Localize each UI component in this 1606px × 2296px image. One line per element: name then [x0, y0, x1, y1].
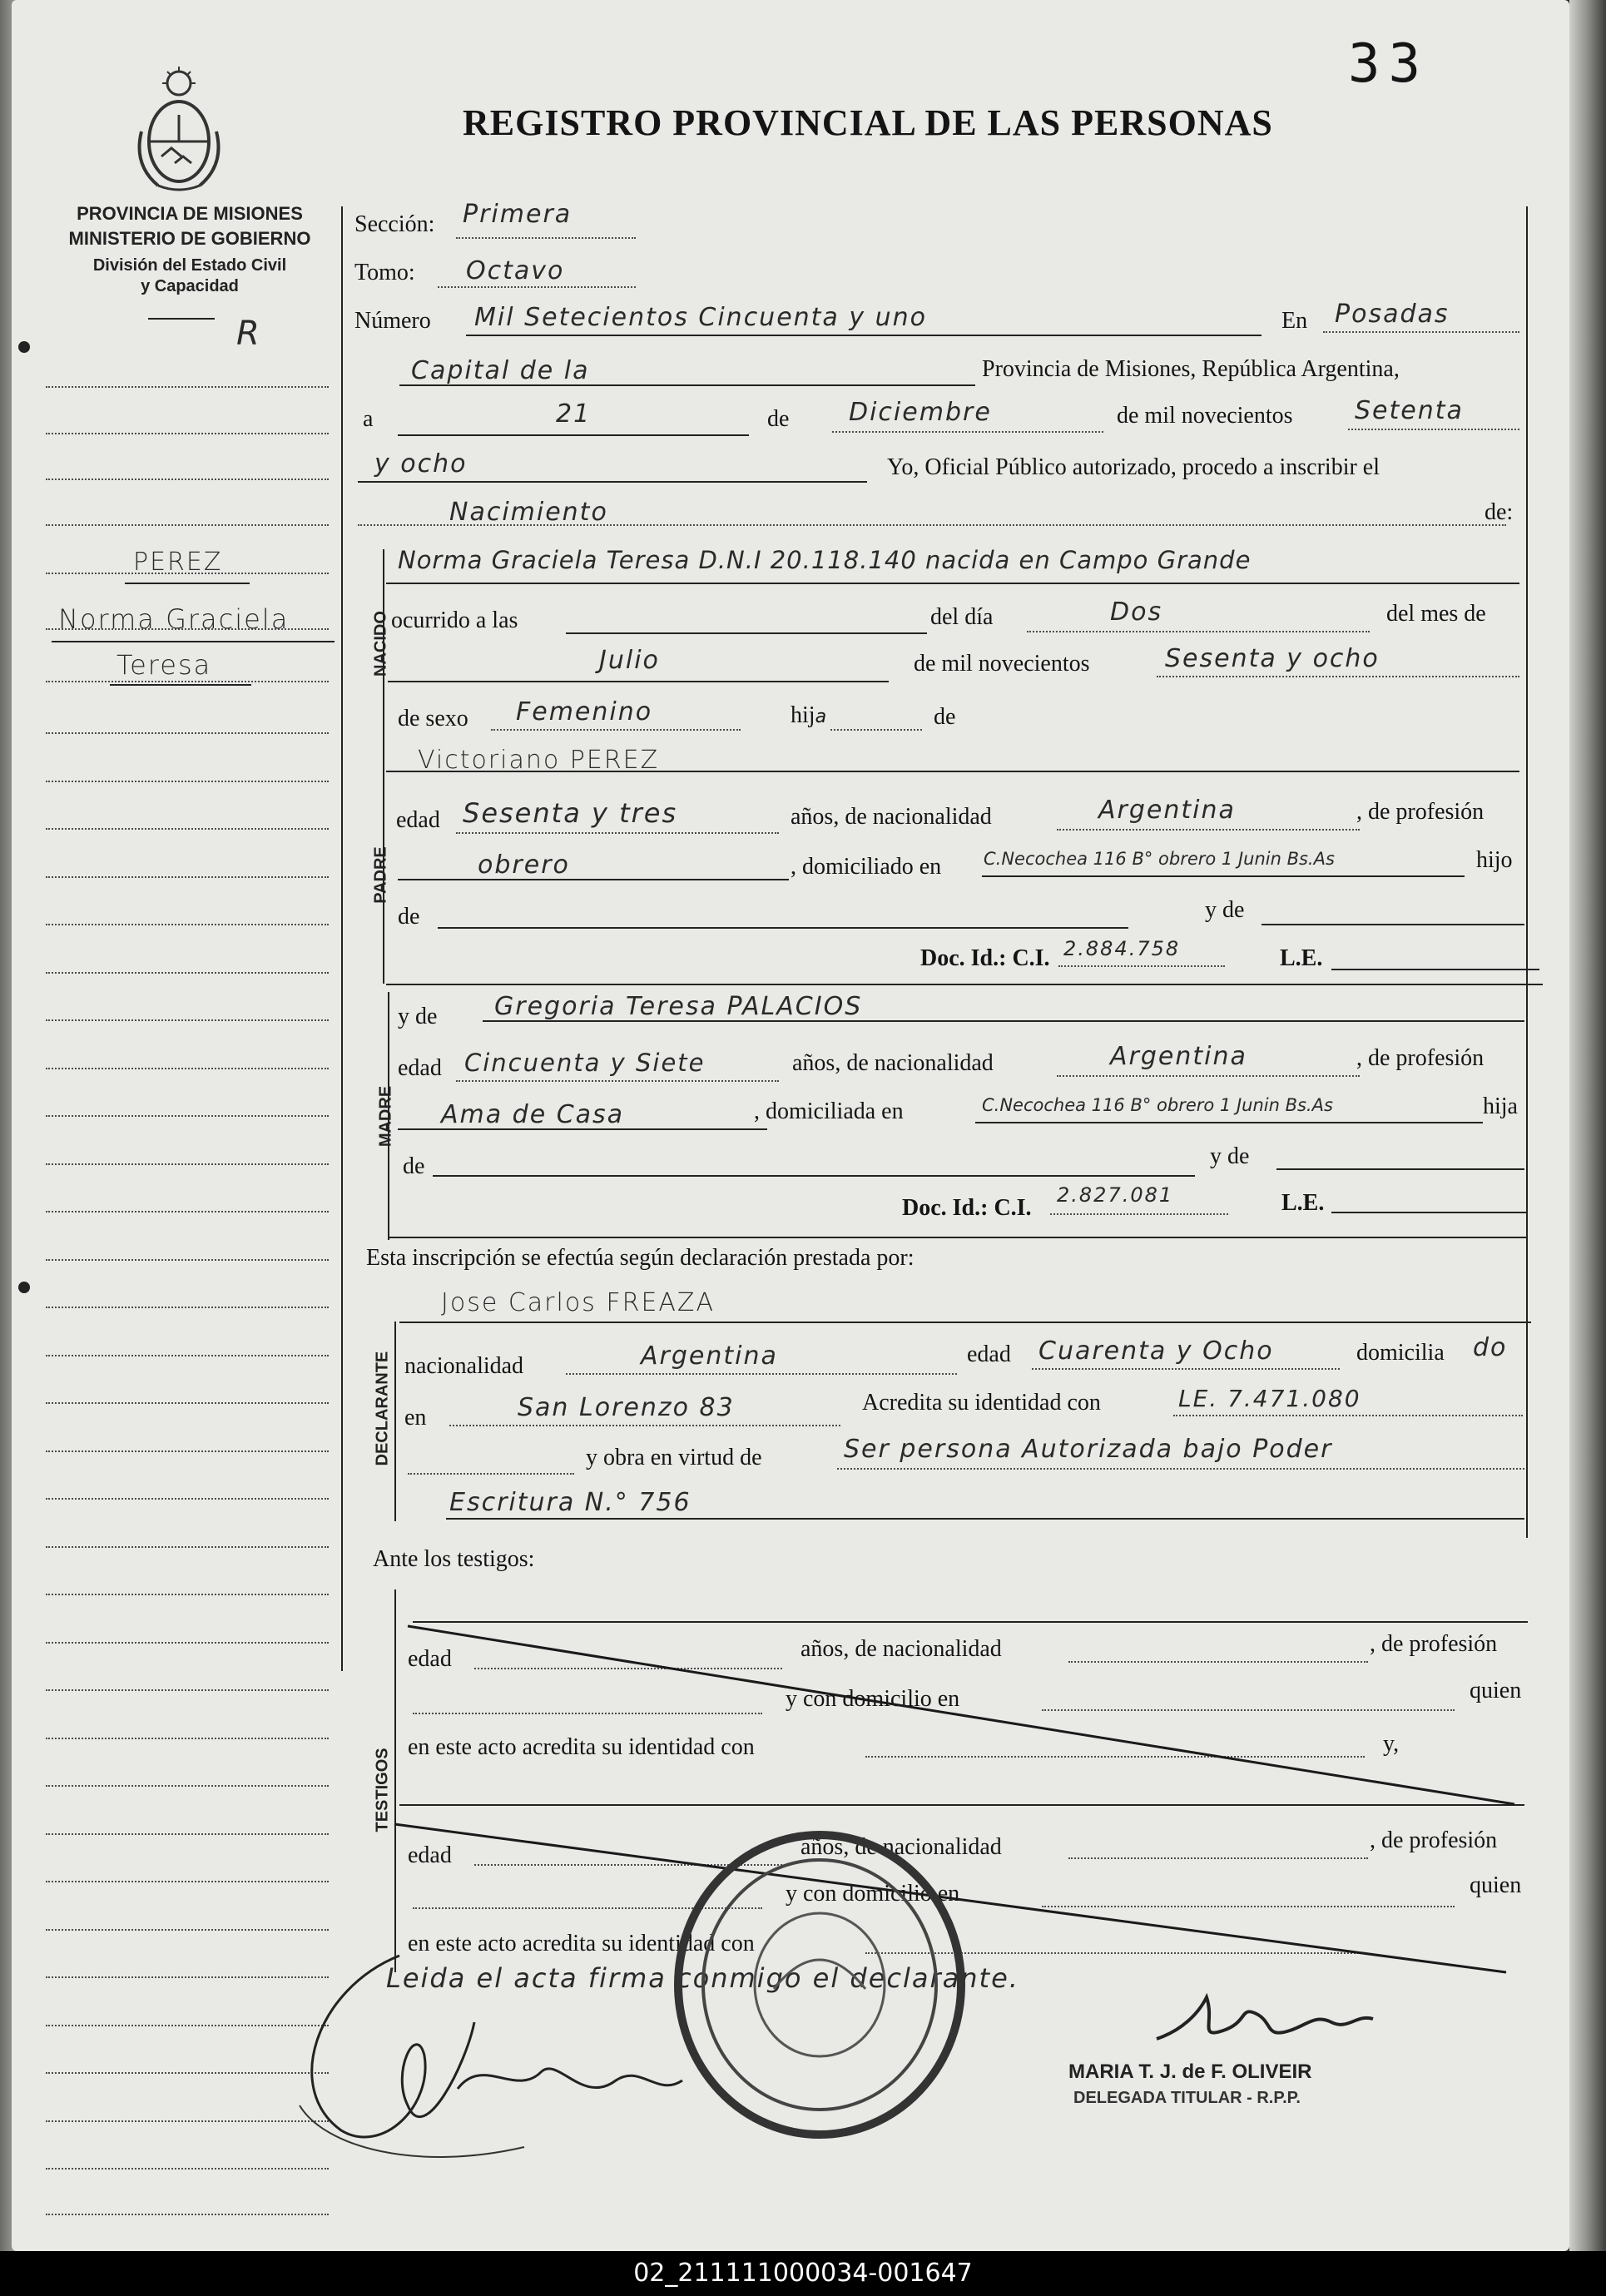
ocurrido-label: ocurrido a las: [391, 607, 518, 633]
decl-dom-line: [449, 1425, 840, 1426]
hijo-label: hijo: [1476, 847, 1513, 873]
sexo-value: Femenino: [516, 697, 653, 726]
acredita-label: Acredita su identidad con: [862, 1390, 1101, 1416]
testigo1-prof-label: , de profesión: [1370, 1631, 1498, 1657]
madre-dom-value: C.Necochea 116 B° obrero 1 Junin Bs.As: [982, 1095, 1333, 1115]
dia-nac-value: Dos: [1110, 598, 1163, 627]
a-label: a: [363, 406, 374, 432]
hora-line: [566, 632, 927, 634]
madre-prof-label: , de profesión: [1356, 1045, 1485, 1071]
padre-label: PADRE: [371, 846, 390, 904]
esta-inscripcion-label: Esta inscripción se efectúa según declaración prestada por:: [366, 1245, 915, 1271]
testigo1-y-label: y,: [1383, 1731, 1400, 1757]
decl-nac-value: Argentina: [641, 1341, 778, 1371]
tomo-label: Tomo:: [354, 260, 415, 285]
dia-value: 21: [556, 399, 592, 429]
margin-given-underline: [52, 641, 335, 642]
madre-dom-label: , domiciliada en: [754, 1098, 904, 1124]
madre-de-line: [433, 1175, 1195, 1177]
anio-nac-value: Sesenta y ocho: [1165, 644, 1380, 673]
decl-nombre: Jose Carlos FREAZA: [441, 1288, 715, 1317]
testigo1-dom-label: y con domicilio en: [786, 1686, 960, 1712]
padre-prof-label: , de profesión: [1356, 799, 1485, 825]
testigo2-prof-label: , de profesión: [1370, 1827, 1498, 1853]
madre-yde-start-label: y de: [398, 1004, 438, 1029]
madre-nac-line: [1057, 1075, 1360, 1077]
padre-dom-label: , domiciliado en: [791, 854, 942, 880]
testigo2-dom-label: y con domicilio en: [786, 1881, 960, 1907]
margin-mark: R: [236, 315, 261, 353]
province-name: PROVINCIA DE MISIONES: [77, 203, 303, 224]
numero-value: Mil Setecientos Cincuenta y uno: [474, 303, 928, 332]
decl-escritura: Escritura N.° 756: [449, 1488, 691, 1517]
form-right-border: [1526, 206, 1528, 1538]
form-border: [341, 206, 343, 1671]
testigo2-quien-label: quien: [1470, 1872, 1522, 1898]
nacido-nombre: Norma Graciela Teresa D.N.I 20.118.140 nacida en Campo Grande: [398, 546, 1252, 574]
padre-edad-value: Sesenta y tres: [463, 797, 678, 829]
tomo-line: [438, 286, 636, 288]
division-line-1: División del Estado Civil: [92, 256, 287, 275]
decl-edad-value: Cuarenta y Ocho: [1038, 1336, 1274, 1366]
del-mes-label: del mes de: [1386, 601, 1486, 627]
nacido-line: [386, 583, 1519, 584]
capital-value: Capital de la: [411, 356, 590, 385]
testigo1-quien-label: quien: [1470, 1678, 1522, 1703]
decl-virtud-value: Ser persona Autorizada bajo Poder: [844, 1435, 1333, 1464]
testigos-label: TESTIGOS: [373, 1748, 392, 1832]
de-mil-nov-label: de mil novecientos: [914, 651, 1090, 677]
nacido-label: NACIDO: [371, 611, 390, 677]
madre-yde-label: y de: [1210, 1143, 1250, 1169]
mes-line: [832, 431, 1103, 433]
dia-nac-line: [1027, 631, 1370, 632]
decl-doc-line: [1173, 1415, 1523, 1416]
padre-prof-line: [398, 879, 789, 880]
city-line: [1323, 331, 1519, 333]
ministry-name: MINISTERIO DE GOBIERNO: [68, 228, 311, 249]
padre-bottom: [386, 984, 1543, 985]
mes-value: Diciembre: [849, 398, 992, 427]
testigo2-acredita-label: en este acto acredita su identidad con: [408, 1931, 755, 1956]
padre-prof-value: obrero: [478, 850, 570, 880]
provincia-label: Provincia de Misiones, República Argentina,: [982, 356, 1400, 382]
de-mil-label: de mil novecientos: [1117, 403, 1293, 429]
madre-nombre-line: [483, 1020, 1524, 1022]
madre-nac-value: Argentina: [1110, 1042, 1247, 1071]
testigo1-edad-label: edad: [408, 1646, 452, 1672]
madre-edad-line: [456, 1080, 779, 1082]
padre-nombre: Victoriano PEREZ: [418, 746, 660, 775]
decl-doc-value: LE. 7.471.080: [1178, 1385, 1361, 1412]
decl-nac-label: nacionalidad: [404, 1353, 524, 1379]
signature-official-icon: [1148, 1989, 1398, 2055]
madre-edad-value: Cincuenta y Siete: [464, 1049, 706, 1077]
sexo-line: [491, 729, 741, 731]
numero-label: Número: [354, 308, 431, 334]
padre-nac-line: [1057, 829, 1360, 831]
padre-nac-label: años, de nacionalidad: [791, 804, 992, 830]
decl-en-label: en: [404, 1405, 427, 1431]
padre-nombre-line: [386, 771, 1519, 772]
en-label: En: [1281, 308, 1308, 334]
madre-ci-value: 2.827.081: [1057, 1183, 1174, 1207]
decl-dom-suffix: do: [1473, 1333, 1508, 1362]
hij-line: [830, 729, 922, 731]
mes-nac-line: [388, 681, 889, 682]
madre-prof-value: Ama de Casa: [441, 1100, 625, 1129]
padre-dom-line: [982, 875, 1465, 877]
decl-dom-label: domicilia: [1356, 1340, 1445, 1366]
padre-de-label: de: [398, 904, 420, 930]
binding-hole: [18, 1282, 30, 1293]
margin-surname: PEREZ: [133, 548, 223, 577]
testigo2-anios-label: años, de nacionalidad: [801, 1834, 1002, 1860]
anio-line-1: [1348, 429, 1519, 430]
del-dia-label: del día: [930, 604, 994, 630]
madre-bottom: [388, 1237, 1526, 1238]
closing-note: Leida el acta firma conmigo el declarante.: [386, 1962, 1019, 1994]
decl-edad-label: edad: [967, 1341, 1011, 1367]
de-label: de: [767, 406, 790, 432]
madre-de-label: de: [403, 1153, 425, 1179]
capital-line: [399, 384, 975, 386]
numero-line: [466, 335, 1262, 336]
de-colon-label: de:: [1485, 499, 1514, 525]
hija-label: hija: [1483, 1093, 1518, 1119]
ante-testigos-label: Ante los testigos:: [373, 1546, 535, 1572]
decl-nombre-line: [399, 1322, 1531, 1323]
padre-le-line: [1331, 969, 1539, 970]
y-obra-label: y obra en virtud de: [586, 1445, 762, 1470]
madre-nac-label: años, de nacionalidad: [792, 1050, 994, 1076]
padre-ci-line: [1058, 965, 1225, 967]
decl-dom-value: San Lorenzo 83: [518, 1393, 735, 1422]
decl-virtud-line: [837, 1468, 1524, 1470]
anio-line-2: [358, 481, 867, 483]
sexo-label: de sexo: [398, 706, 468, 731]
seccion-value: Primera: [463, 200, 573, 229]
signature-declarante-icon: [266, 1939, 699, 2180]
page-title: REGISTRO PROVINCIAL DE LAS PERSONAS: [463, 102, 1273, 143]
madre-le-line: [1331, 1212, 1526, 1213]
page-edge: [1569, 0, 1606, 2251]
yo-label: Yo, Oficial Público autorizado, procedo a inscribir el: [887, 454, 1380, 480]
acto-value: Nacimiento: [449, 498, 608, 527]
anio-nac-line: [1157, 676, 1519, 677]
anio-value-1: Setenta: [1355, 396, 1464, 425]
margin-given-names: Norma Graciela: [58, 603, 290, 635]
dia-line: [398, 434, 749, 436]
padre-nac-value: Argentina: [1098, 796, 1236, 825]
hij-prefix: hij: [791, 702, 815, 728]
decl-border: [394, 1322, 396, 1521]
padre-ci-value: 2.884.758: [1063, 937, 1181, 960]
decl-virtud-pre-line: [408, 1473, 574, 1475]
margin-given-names-2: Teresa: [116, 649, 212, 681]
page-number: 33: [1348, 33, 1430, 95]
padre-edad-line: [456, 832, 779, 834]
testigos-strike: [391, 1614, 1539, 1981]
hij-label: [791, 702, 826, 729]
declarante-label: DECLARANTE: [373, 1351, 392, 1466]
tomo-value: Octavo: [466, 256, 565, 285]
hij-suffix: a: [815, 707, 827, 727]
acto-line: [358, 524, 1506, 526]
testigo1-acredita-label: en este acto acredita su identidad con: [408, 1734, 755, 1760]
padre-yde-line: [1262, 924, 1524, 925]
padre-de-line: [438, 927, 1128, 929]
madre-doc-label: Doc. Id.: C.I.: [902, 1195, 1032, 1221]
madre-edad-label: edad: [398, 1055, 442, 1081]
testigo1-anios-label: años, de nacionalidad: [801, 1636, 1002, 1662]
header-org: [48, 203, 331, 296]
binding-hole: [18, 341, 30, 353]
decl-escritura-line: [446, 1518, 1524, 1520]
margin-given-underline-2: [110, 684, 251, 686]
decl-nac-line: [566, 1373, 957, 1375]
division-line-2: y Capacidad: [141, 277, 239, 295]
mes-nac-value: Julio: [599, 646, 660, 675]
padre-dom-value: C.Necochea 116 B° obrero 1 Junin Bs.As: [984, 849, 1335, 869]
header-underline: [148, 318, 215, 320]
margin-surname-underline: [125, 583, 250, 584]
seccion-label: Sección:: [354, 211, 435, 237]
madre-nombre: Gregoria Teresa PALACIOS: [494, 992, 863, 1021]
official-role: DELEGADA TITULAR - R.P.P.: [1073, 2089, 1301, 2107]
official-name: MARIA T. J. de F. OLIVEIR: [1068, 2060, 1312, 2083]
decl-edad-line: [1032, 1368, 1340, 1370]
coat-of-arms-icon: [133, 65, 225, 194]
padre-doc-label: Doc. Id.: C.I.: [920, 945, 1050, 971]
image-id-footer: 02_211111000034-001647: [0, 2251, 1606, 2296]
madre-label: MADRE: [376, 1085, 395, 1148]
padre-yde-label: y de: [1205, 897, 1245, 923]
madre-ci-line: [1050, 1213, 1228, 1215]
madre-prof-line: [398, 1128, 767, 1130]
madre-dom-line: [975, 1122, 1483, 1123]
official-seal-icon: [666, 1822, 974, 2147]
testigo2-edad-label: edad: [408, 1842, 452, 1868]
padre-edad-label: edad: [396, 807, 440, 833]
anio-value-2: y ocho: [374, 449, 468, 479]
madre-yde-line: [1276, 1168, 1524, 1170]
padre-le-label: L.E.: [1280, 945, 1323, 971]
seccion-line: [456, 237, 636, 239]
de-label-2: de: [934, 704, 956, 730]
madre-le-label: L.E.: [1281, 1190, 1325, 1216]
city-value: Posadas: [1335, 300, 1450, 329]
